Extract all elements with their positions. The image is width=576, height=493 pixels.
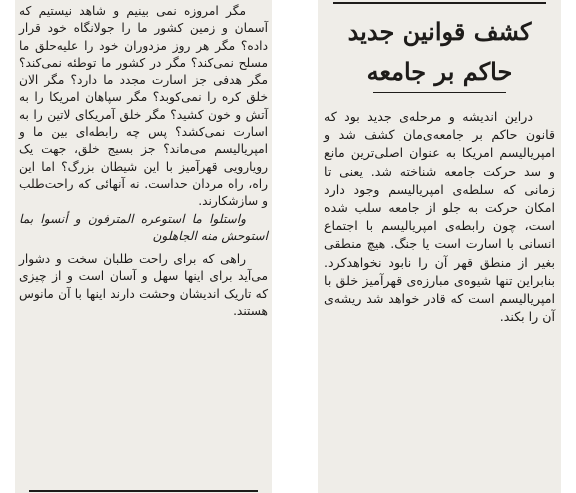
article-headline (318, 12, 561, 92)
left-bottom-rule (29, 490, 258, 492)
headline-line-1: کشف قوانین جدید (347, 17, 532, 46)
left-column (15, 0, 272, 493)
headline-line-2: حاکم بر جامعه (366, 57, 513, 86)
left-article-text (19, 3, 268, 320)
left-paragraph-1: مگر امروزه نمی بینیم و شاهد نیستیم که آسمان و زمین کشور ما را جولانگاه خود قرار داده؟ مگر هر روز مزدوران خود را علیه‌حلق ما مسلح نمی‌کند؟ مگر در کشور ما توطئه نمی‌کند؟ مگر هدفی جز اسارت مجدد ما دارد؟ مگر الان خلق کره را نمی‌کوبد؟ مگر سپاهان امریکا را به آتش و خون کشید؟ مگر خلق آمریکای لاتین را به اسارت نمی‌کشد؟ پس چه رابطه‌ای بین ما و امپریالیسم می‌ماند؟ جز بسیج خلق، جهت یک رویارویی قهرآمیز با این شیطان بزرگ؟ اما این راه، راه مردان حداست. نه آنهائی که راحت‌طلب و سازشکارند. (19, 4, 268, 209)
arabic-quote: واستلوا ما استوعره المترفون و أنسوا بما استوحش منه الجاهلون (19, 211, 268, 243)
right-column (318, 0, 561, 493)
top-rule (333, 2, 546, 4)
headline-rule (373, 92, 506, 93)
right-article-text: دراین اندیشه و مرحله‌ی جدید بود که قانون حاکم بر جامعه‌ی‌مان کشف شد و امپریالیسم امریکا به عنوان اصلی‌ترین مانع و سد حرکت جامعه شناخته شد. یعنی تا زمانی که سلطه‌ی امپریالیسم وجود دارد امکان حرکت به جلو از جامعه سلب شده است، چون رابطه‌ی امپریالیسم با اجتماع انسانی با اسارت است یا جنگ. هیچ منطقی بغیر از منطق قهر آن را نابود نخواهدکرد. بنابراین تنها شیوه‌ی مبارزه‌ی قهرآمیز خلق با امپریالیسم است که قادر خواهد شد ریشه‌ی آن را بکند. (324, 109, 555, 325)
left-paragraph-2: راهی که برای راحت طلبان سخت و دشوار می‌آید برای اینها سهل و آسان است و از چیزی که تاریک اندیشان وحشت دارند اینها با آن مانوس هستند. (19, 252, 268, 319)
